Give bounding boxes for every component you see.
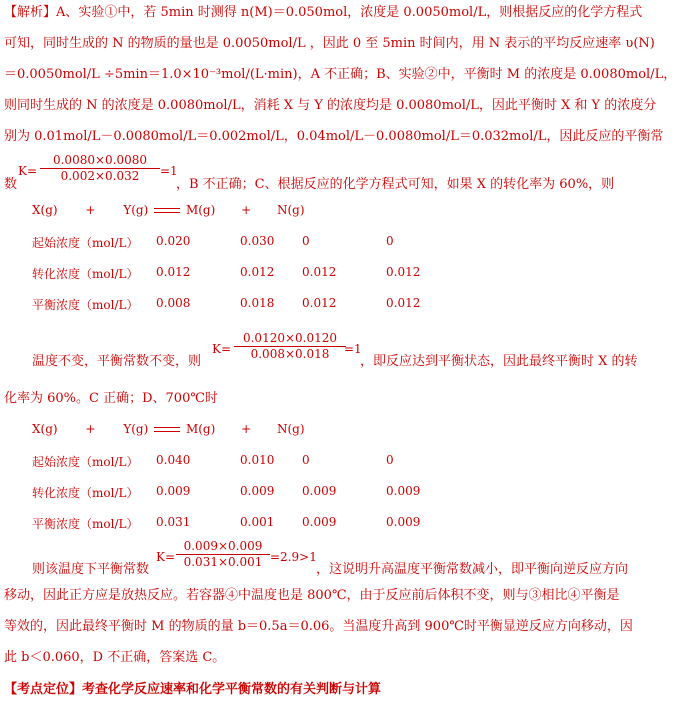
k-symbol: K=: [18, 164, 38, 178]
table-cell: 0.018: [240, 296, 275, 310]
table-cell: 0.031: [156, 515, 191, 529]
table-cell: 0.012: [302, 296, 337, 310]
plus-sign: +: [85, 203, 96, 217]
k-symbol: K=: [156, 550, 176, 564]
row-label: 起始浓度（mol/L）: [32, 455, 139, 469]
text-line: 移动，因此正方应是放热反应。若容器④中温度也是 800℃，由于反应前后体积不变，则与③相比④平衡是: [4, 588, 620, 603]
text-line: ，B 不正确；C、根据反应的化学方程式可知，如果 X 的转化率为 60%，则: [176, 177, 615, 192]
species-n: N(g): [277, 203, 305, 217]
text-line: 则同时生成的 N 的浓度是 0.0080mol/L，消耗 X 与 Y 的浓度均是 0.0080mol/L，因此平衡时 X 和 Y 的浓度分: [4, 98, 657, 113]
text-line: ，即反应达到平衡状态，因此最终平衡时 X 的转: [360, 354, 638, 369]
denominator: 0.002×0.032: [60, 169, 140, 183]
table-cell: 0.008: [156, 296, 191, 310]
table-cell: 0.009: [240, 484, 275, 498]
species-x: X(g): [32, 422, 58, 436]
table-cell: 0.009: [302, 484, 337, 498]
plus-sign: +: [85, 422, 96, 436]
species-x: X(g): [32, 203, 58, 217]
plus-sign: +: [241, 422, 252, 436]
table-cell: 0: [302, 234, 310, 248]
text-line: 等效的，因此最终平衡时 M 的物质的量 b＝0.5a＝0.06。当温度升高到 900℃时平衡显逆反应方向移动，因: [4, 619, 633, 634]
k-result: =2.9>1: [270, 550, 317, 564]
table-cell: 0.009: [386, 484, 421, 498]
text-line: 【解析】A、实验①中，若 5min 时测得 n(M)＝0.050mol，浓度是 0.0050mol/L，则根据反应的化学方程式: [4, 5, 643, 20]
plus-sign: +: [241, 203, 252, 217]
row-label: 起始浓度（mol/L）: [32, 236, 139, 250]
formula-prefix: 数: [4, 177, 18, 192]
formula-prefix: 则该温度下平衡常数: [32, 562, 150, 577]
table-cell: 0.012: [386, 265, 421, 279]
table-cell: 0.012: [240, 265, 275, 279]
formula-prefix: 温度不变，平衡常数不变，则: [32, 354, 202, 369]
reaction-equation: [32, 422, 305, 436]
numerator: 0.0120×0.0120: [234, 331, 346, 347]
table-cell: 0: [386, 234, 394, 248]
table-cell: 0.009: [302, 515, 337, 529]
table-cell: 0.010: [240, 453, 275, 467]
table-cell: 0: [386, 453, 394, 467]
table-cell: 0: [302, 453, 310, 467]
table-cell: 0.012: [302, 265, 337, 279]
equilibrium-arrow-icon: [154, 208, 180, 214]
species-m: M(g): [185, 422, 216, 436]
species-m: M(g): [185, 203, 216, 217]
numerator: 0.0080×0.0080: [40, 153, 160, 169]
species-y: Y(g): [123, 422, 149, 436]
fraction: [176, 539, 270, 570]
table-cell: 0.001: [240, 515, 275, 529]
table-cell: 0.009: [156, 484, 191, 498]
table-cell: 0.009: [386, 515, 421, 529]
table-cell: 0.040: [156, 453, 191, 467]
k-symbol: K=: [212, 342, 232, 356]
row-label: 平衡浓度（mol/L）: [32, 517, 139, 531]
reaction-equation: [32, 203, 305, 217]
fraction: [234, 331, 346, 362]
species-n: N(g): [277, 422, 305, 436]
text-line: 可知，同时生成的 N 的物质的量也是 0.0050mol/L ，因此 0 至 5min 时间内，用 N 表示的平均反应速率 υ(N): [4, 36, 655, 51]
fraction: [40, 153, 160, 184]
denominator: 0.031×0.001: [183, 555, 263, 569]
denominator: 0.008×0.018: [250, 347, 330, 361]
row-label: 转化浓度（mol/L）: [32, 486, 139, 500]
text-line: 此 b＜0.060，D 不正确，答案选 C。: [4, 650, 226, 665]
table-cell: 0.030: [240, 234, 275, 248]
text-line: ，这说明升高温度平衡常数减小，即平衡向逆反应方向: [316, 562, 629, 577]
species-y: Y(g): [123, 203, 149, 217]
table-cell: 0.012: [386, 296, 421, 310]
numerator: 0.009×0.009: [176, 539, 270, 555]
key-point-footer: 【考点定位】考查化学反应速率和化学平衡常数的有关判断与计算: [4, 682, 382, 697]
text-line: 化率为 60%。C 正确；D、700℃时: [4, 391, 218, 406]
row-label: 平衡浓度（mol/L）: [32, 298, 139, 312]
k-result: =1: [344, 342, 362, 356]
equilibrium-arrow-icon: [154, 427, 180, 433]
text-line: 别为 0.01mol/L－0.0080mol/L＝0.002mol/L，0.04mol/L－0.0080mol/L＝0.032mol/L，因此反应的平衡常: [4, 129, 664, 144]
table-cell: 0.020: [156, 234, 191, 248]
row-label: 转化浓度（mol/L）: [32, 267, 139, 281]
k-result: =1: [160, 164, 178, 178]
text-line: ＝0.0050mol/L ÷5min＝1.0×10⁻³mol/(L·min)，A 不正确；B、实验②中，平衡时 M 的浓度是 0.0080mol/L，: [4, 67, 677, 82]
table-cell: 0.012: [156, 265, 191, 279]
